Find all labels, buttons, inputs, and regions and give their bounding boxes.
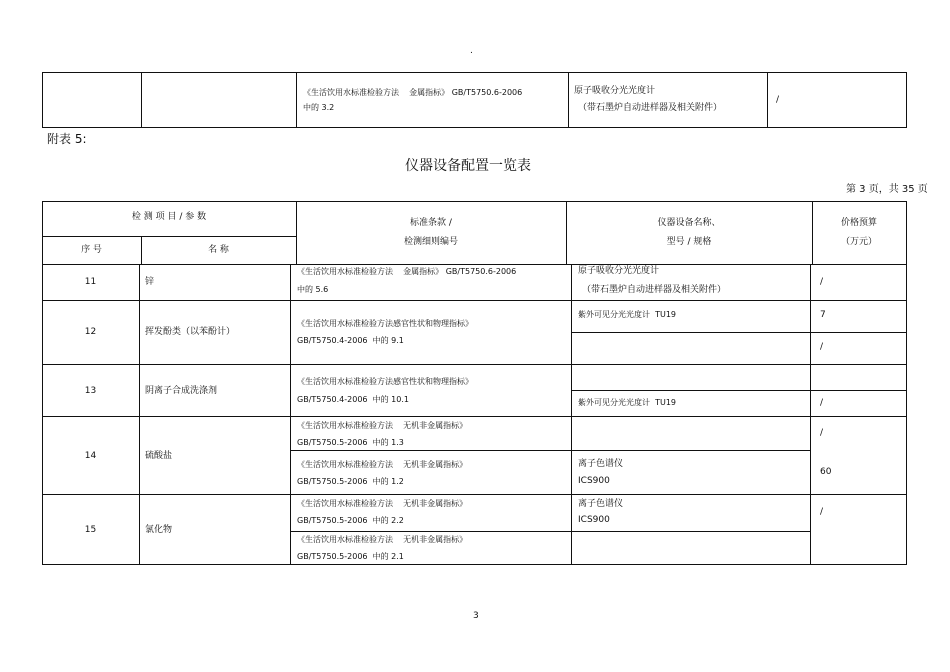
header-standard-line1: 标准条款 /: [410, 218, 452, 228]
row-name: 氯化物: [145, 525, 173, 535]
row-price: 60: [820, 467, 832, 477]
row-price: /: [820, 342, 824, 352]
top-instrument-line1: 原子吸收分光光度计: [574, 86, 656, 96]
row-standard-line1: 《生活饮用水标准检验方法 无机非金属指标》: [297, 421, 468, 430]
row-seq: 14: [84, 451, 97, 461]
attachment-label: 附表 5:: [47, 132, 87, 146]
row-name: 锌: [145, 277, 155, 287]
row-seq: 15: [84, 525, 97, 535]
row-instrument-line1: 离子色谱仪: [578, 459, 624, 469]
row-standard-line2: 中的 5.6: [297, 285, 329, 294]
row-standard-line2: GB/T5750.4-2006 中的 10.1: [297, 395, 409, 404]
row-standard-line2: GB/T5750.5-2006 中的 2.2: [297, 516, 404, 525]
row-name: 硫酸盐: [145, 451, 173, 461]
row-standard-line2: GB/T5750.5-2006 中的 1.3: [297, 438, 404, 447]
row-name: 挥发酚类（以苯酚计）: [145, 327, 236, 337]
top-mark: .: [470, 46, 473, 56]
top-standard-line1: 《生活饮用水标准检验方法 金属指标》 GB/T5750.6-2006: [303, 88, 523, 97]
header-seq: 序 号: [81, 245, 102, 255]
row-standard-line2: GB/T5750.5-2006 中的 1.2: [297, 477, 404, 486]
row-standard-line1: 《生活饮用水标准检验方法感官性状和物理指标》: [297, 319, 473, 328]
row-instrument-line2: （带石墨炉自动进样器及相关附件）: [582, 285, 727, 295]
row-price: 7: [820, 310, 826, 320]
row-instrument-line1: 原子吸收分光光度计: [578, 266, 660, 276]
row-seq: 13: [84, 386, 97, 396]
table-title: 仪器设备配置一览表: [405, 158, 531, 174]
row-standard-line1: 《生活饮用水标准检验方法 无机非金属指标》: [297, 535, 468, 544]
header-price-line1: 价格预算: [840, 218, 877, 228]
top-standard-line2: 中的 3.2: [303, 103, 335, 112]
header-instrument-line1: 仪器设备名称、: [657, 218, 721, 228]
row-standard-line1: 《生活饮用水标准检验方法感官性状和物理指标》: [297, 377, 473, 386]
row-price: /: [820, 398, 824, 408]
page-info: 第 3 页，共 35 页: [846, 184, 928, 195]
row-standard-line2: GB/T5750.4-2006 中的 9.1: [297, 336, 404, 345]
row-price: /: [820, 277, 824, 287]
row-standard-line1: 《生活饮用水标准检验方法 金属指标》 GB/T5750.6-2006: [297, 267, 517, 276]
row-seq: 12: [84, 327, 97, 337]
header-instrument-line2: 型号 / 规格: [666, 237, 712, 247]
row-seq: 11: [84, 277, 97, 287]
row-price: /: [820, 428, 824, 438]
top-price: /: [776, 95, 780, 105]
row-instrument-line1: 离子色谱仪: [578, 499, 624, 509]
row-instrument: 紫外可见分光光度计 TU19: [578, 398, 677, 407]
row-standard-line1: 《生活饮用水标准检验方法 无机非金属指标》: [297, 460, 468, 469]
row-instrument: 紫外可见分光光度计 TU19: [578, 310, 677, 319]
row-standard-line1: 《生活饮用水标准检验方法 无机非金属指标》: [297, 499, 468, 508]
row-standard-line2: GB/T5750.5-2006 中的 2.1: [297, 552, 404, 561]
header-name: 名 称: [208, 245, 229, 255]
row-price: /: [820, 507, 824, 517]
header-standard-line2: 检测细则编号: [403, 237, 458, 247]
top-instrument-line2: （带石墨炉自动进样器及相关附件）: [578, 103, 723, 113]
row-name: 阴离子合成洗涤剂: [145, 386, 218, 396]
row-instrument-line2: ICS900: [578, 515, 610, 525]
page-number: 3: [473, 611, 479, 621]
row-instrument-line2: ICS900: [578, 476, 610, 486]
header-price-line2: （万元）: [840, 237, 877, 247]
header-item-param: 检 测 项 目 / 参 数: [131, 212, 207, 222]
